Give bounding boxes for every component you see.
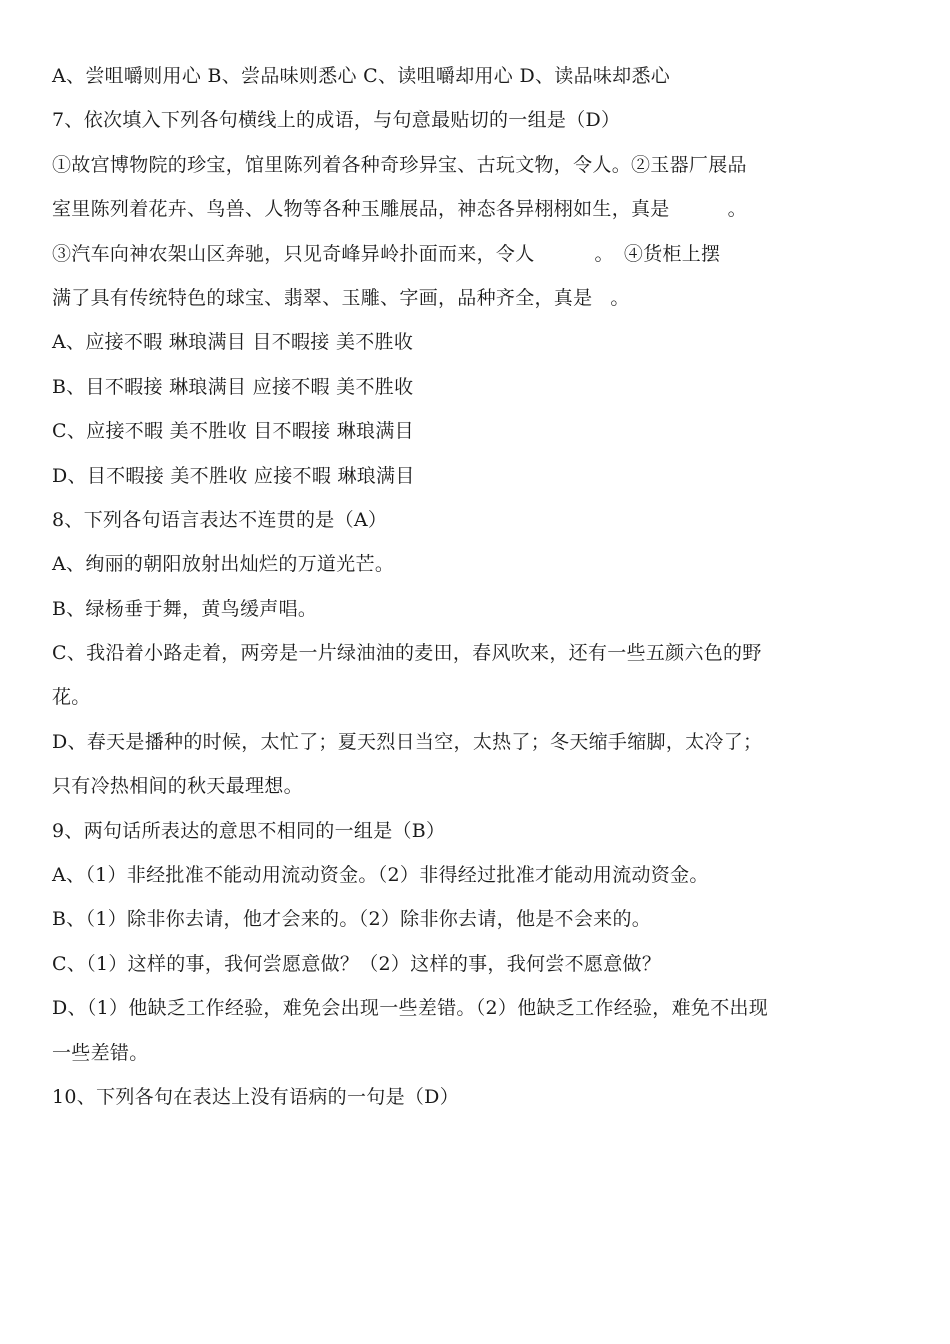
- q7-passage-line-4-text: 满了具有传统特色的球宝、翡翠、玉雕、字画，品种齐全，真是: [52, 286, 593, 309]
- q9-stem: 9、两句话所表达的意思不相同的一组是（B）: [52, 819, 446, 842]
- q8-option-c: C、我沿着小路走着，两旁是一片绿油油的麦田，春风吹来，还有一些五颜六色的野: [52, 642, 762, 665]
- q9-option-a: A、（1）非经批准不能动用流动资金。（2）非得经过批准才能动用流动资金。: [52, 864, 709, 887]
- q7-passage-line-3-mid: 。: [594, 242, 614, 265]
- q7-passage-line-3-tail: ④货柜上摆: [623, 242, 721, 265]
- q9-option-c: C、（1）这样的事，我何尝愿意做？（2）这样的事，我何尝不愿意做？: [52, 952, 662, 975]
- q7-stem: 7、依次填入下列各句横线上的成语，与句意最贴切的一组是（D）: [52, 109, 621, 132]
- q7-passage-line-3-text: ③汽车向神农架山区奔驰，只见奇峰异岭扑面而来，令人: [52, 242, 535, 265]
- q7-option-a: A、应接不暇 琳琅满目 目不暇接 美不胜收: [52, 331, 414, 354]
- q7-passage-line-1: ①故宫博物院的珍宝，馆里陈列着各种奇珍异宝、古玩文物，令人。②玉器厂展品: [52, 153, 747, 176]
- q7-passage-line-2-text: 室里陈列着花卉、鸟兽、人物等各种玉雕展品，神态各异栩栩如生，真是: [52, 198, 670, 221]
- q9-option-b: B、（1）除非你去请，他才会来的。（2）除非你去请，他是不会来的。: [52, 908, 652, 931]
- q9-option-d-cont: 一些差错。: [52, 1041, 149, 1064]
- q8-stem: 8、下列各句语言表达不连贯的是（A）: [52, 508, 388, 531]
- q8-option-d-cont: 只有冷热相间的秋天最理想。: [52, 775, 303, 798]
- q10-stem: 10、下列各句在表达上没有语病的一句是（D）: [52, 1085, 460, 1108]
- q8-option-d: D、春天是播种的时候，太忙了；夏天烈日当空，太热了；冬天缩手缩脚，太冷了；: [52, 730, 763, 753]
- q7-passage-line-2: [52, 187, 792, 231]
- q7-option-c: C、应接不暇 美不胜收 目不暇接 琳琅满目: [52, 420, 414, 443]
- q8-option-c-cont: 花。: [52, 686, 91, 709]
- q8-option-b: B、绿杨垂于舞，黄鸟缓声唱。: [52, 597, 318, 620]
- q7-passage-line-3: [52, 232, 792, 276]
- q8-option-a: A、绚丽的朝阳放射出灿烂的万道光芒。: [52, 553, 395, 576]
- q6-options: A、尝咀嚼则用心 B、尝品味则悉心 C、读咀嚼却用心 D、读品味却悉心: [52, 65, 671, 87]
- q7-passage-line-4-end: 。: [610, 286, 630, 309]
- q7-option-b: B、目不暇接 琳琅满目 应接不暇 美不胜收: [52, 375, 414, 398]
- q7-option-d: D、目不暇接 美不胜收 应接不暇 琳琅满目: [52, 464, 415, 487]
- document-page: [52, 54, 792, 1119]
- q9-option-d: D、（1）他缺乏工作经验，难免会出现一些差错。（2）他缺乏工作经验，难免不出现: [52, 997, 769, 1020]
- q7-passage-line-2-end: 。: [727, 198, 747, 221]
- q7-passage-line-4: [52, 276, 792, 320]
